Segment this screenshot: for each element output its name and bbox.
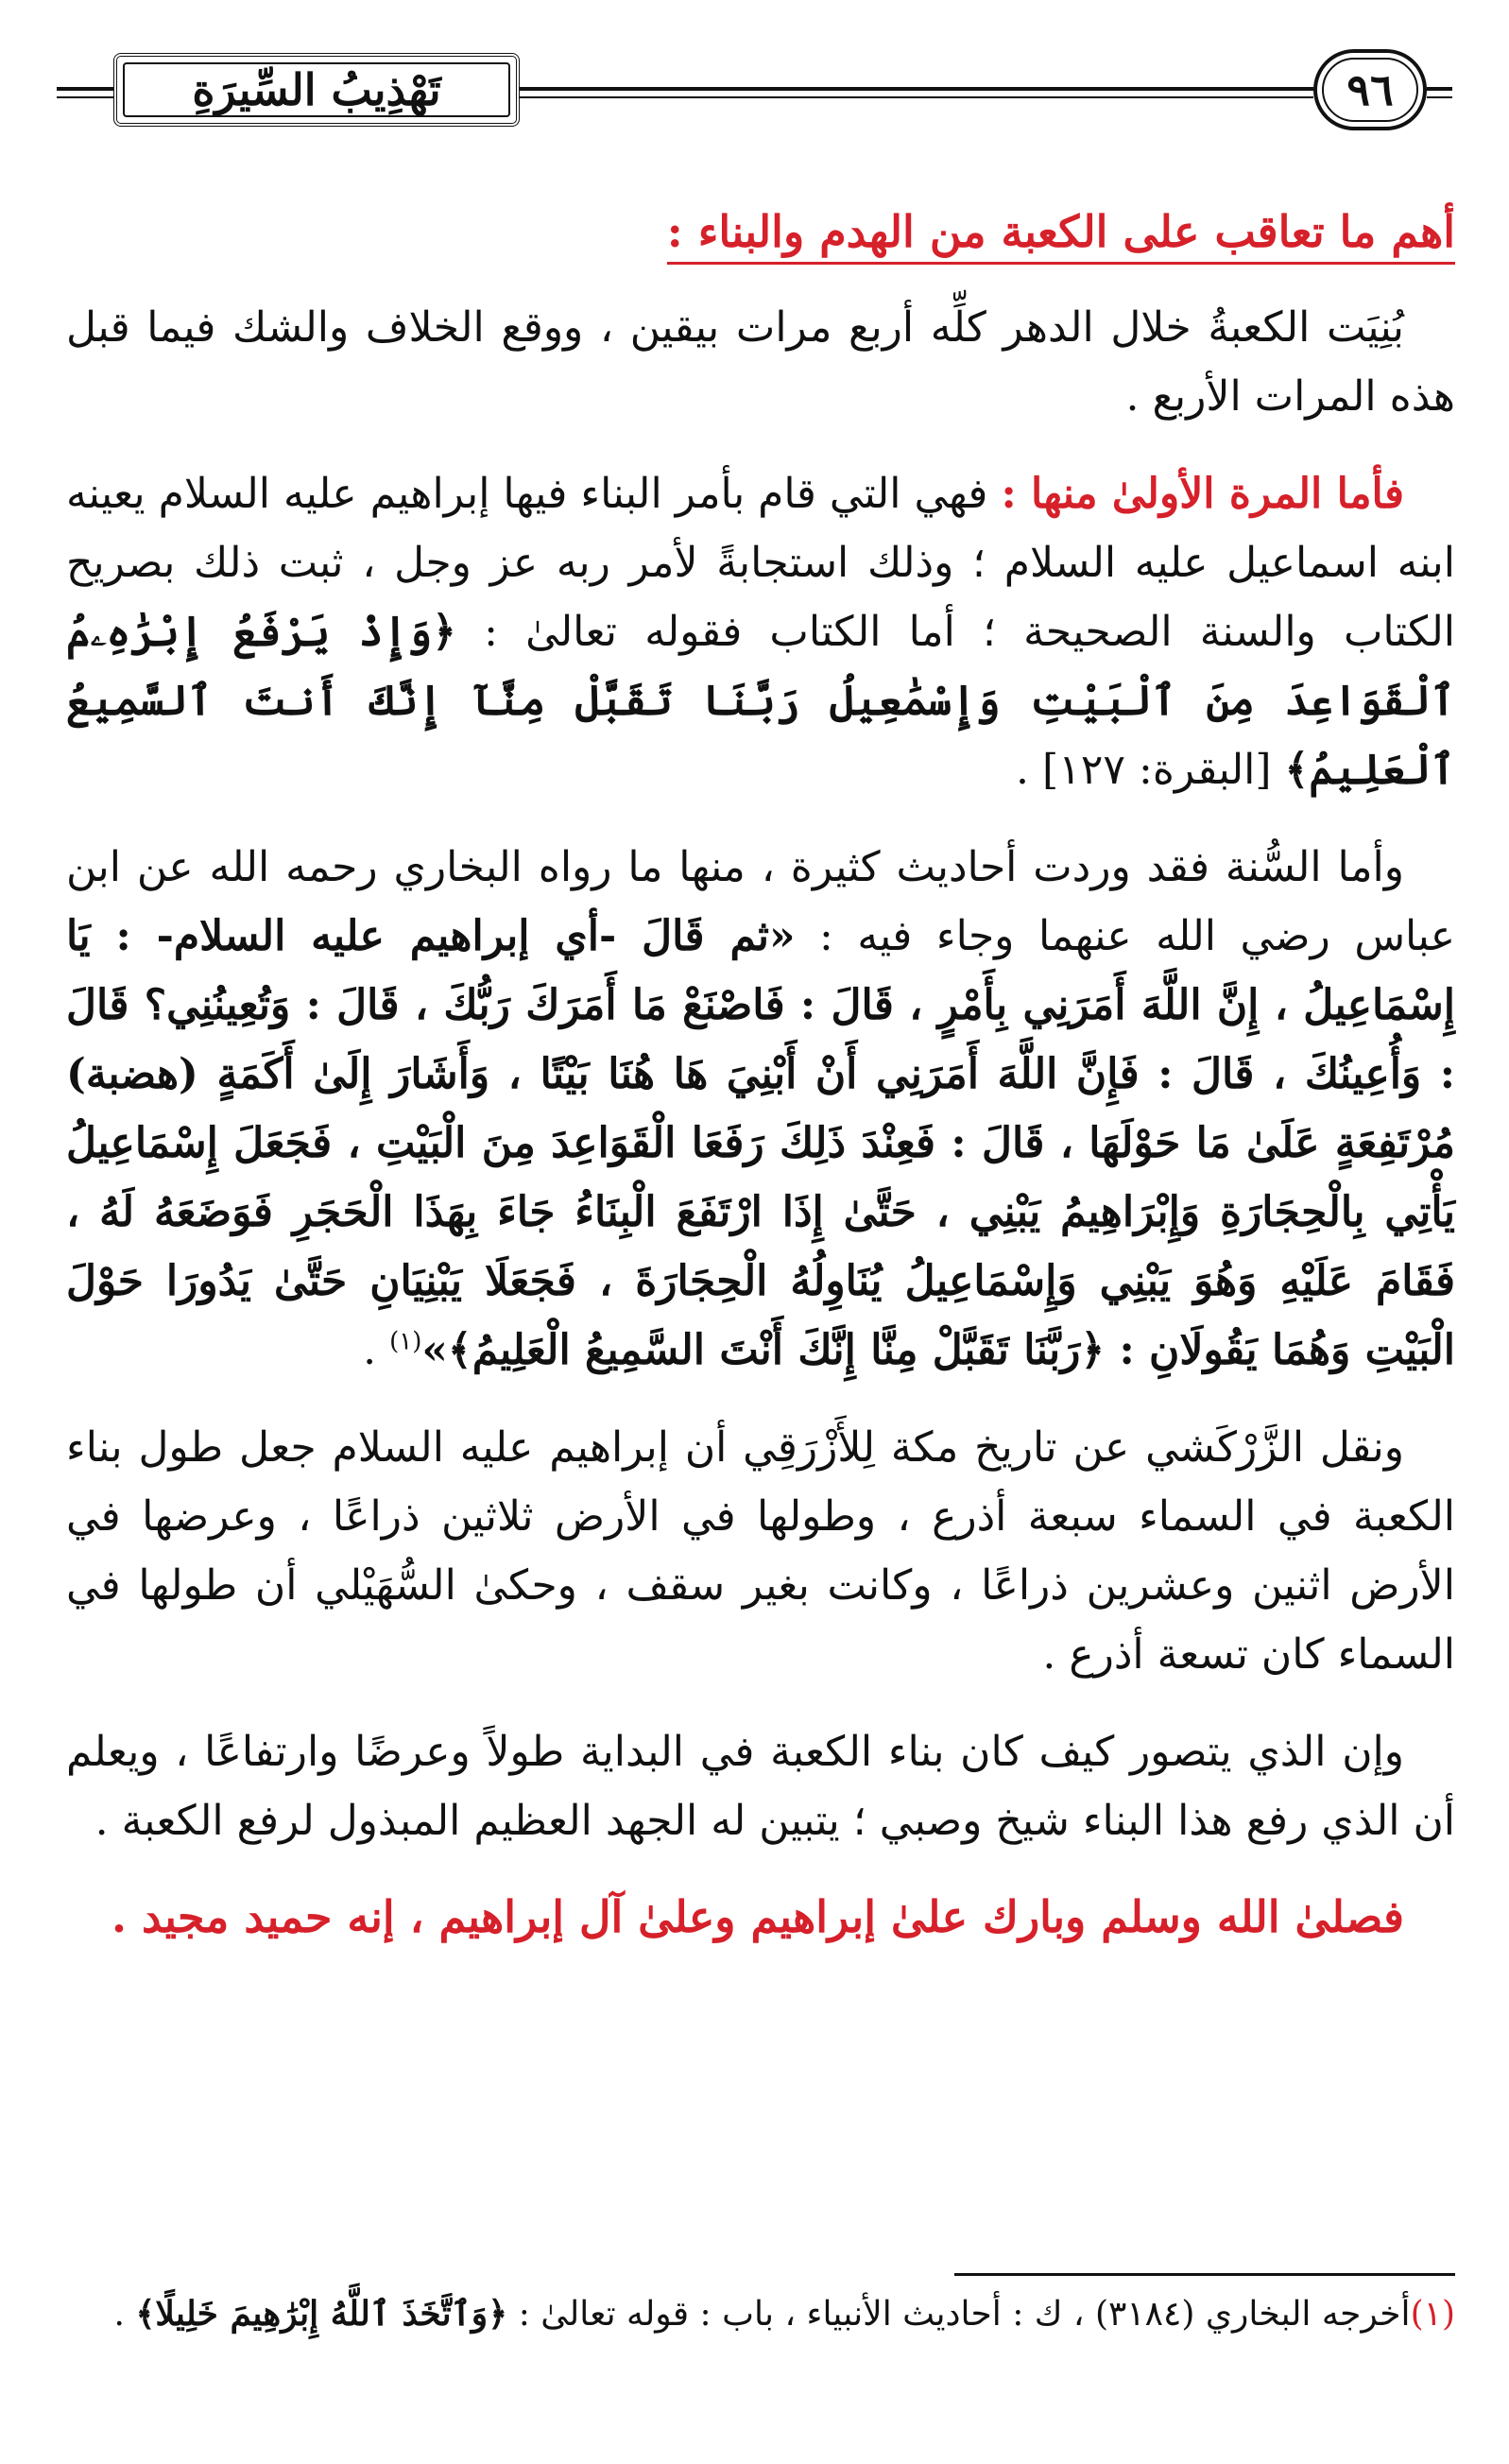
header-rule-right xyxy=(1427,87,1452,98)
header-rule-left xyxy=(57,87,113,98)
footnote-marker: (١) xyxy=(1410,2295,1455,2334)
paragraph-sunnah xyxy=(66,833,1455,1385)
footnote-text: أخرجه البخاري (٣١٨٤) ، ك : أحاديث الأنبياء ، باب : قوله تعالىٰ : xyxy=(507,2295,1411,2334)
sunnah-lead: وأما السُّنة فقد وردت أحاديث كثيرة ، منها ما رواه البخاري رحمه الله عن ابن عباس رضي الله عنهما وجاء فيه : xyxy=(66,843,1455,960)
page-number: ٩٦ xyxy=(1346,64,1394,115)
footnote-end: . xyxy=(113,2295,136,2334)
page-content xyxy=(66,203,1455,1950)
paragraph-dimensions: ونقل الزَّرْكَشي عن تاريخ مكة لِلأَزْرَقِي أن إبراهيم عليه السلام جعل طول بناء الكعبة في السماء سبعة أذرع ، وطولها في الأرض ثلاثين ذراعًا ، وعرضها في الأرض اثنين وعشرين ذراعًا ، وكانت بغير سقف ، وحكىٰ السُّهَيْلي أن طولها في السماء كان تسعة أذرع . xyxy=(66,1423,1455,1679)
verse-reference: [البقرة: ١٢٧] . xyxy=(1016,746,1285,794)
closing-prayer: فصلىٰ الله وسلم وبارك علىٰ إبراهيم وعلىٰ آل إبراهيم ، إنه حميد مجيد . xyxy=(111,1891,1404,1942)
paragraph-intro: بُنِيَت الكعبةُ خلال الدهر كلِّه أربع مرات بيقين ، ووقع الخلاف والشك فيما قبل هذه المرات الأربع . xyxy=(66,303,1455,421)
paragraph-effort: وإن الذي يتصور كيف كان بناء الكعبة في البداية طولاً وعرضًا وارتفاعًا ، ويعلم أن الذي رفع هذا البناء شيخ وصبي ؛ يتبين له الجهد العظيم المبذول لرفع الكعبة . xyxy=(66,1728,1455,1845)
page-number-frame xyxy=(1313,49,1427,130)
book-title: تَهْذِيبُ السِّيرَةِ xyxy=(192,64,441,115)
sunnah-end: . xyxy=(363,1326,390,1374)
hadith-text: «ثم قَالَ -أي إبراهيم عليه السلام- : يَا إِسْمَاعِيلُ ، إِنَّ اللَّهَ أَمَرَنِي بِأَمْرٍ ، قَالَ : فَاصْنَعْ مَا أَمَرَكَ رَبُّكَ ، قَالَ : وَتُعِينُنِي؟ قَالَ : وَأُعِينُكَ ، قَالَ : فَإِنَّ اللَّهَ أَمَرَنِي أَنْ أَبْنِيَ هَا هُنَا بَيْتًا ، وَأَشَارَ إِلَىٰ أَكَمَةٍ (هضبة) مُرْتَفِعَةٍ عَلَىٰ مَا حَوْلَهَا ، قَالَ : فَعِنْدَ ذَلِكَ رَفَعَا الْقَوَاعِدَ مِنَ الْبَيْتِ ، فَجَعَلَ إِسْمَاعِيلُ يَأْتِي بِالْحِجَارَةِ وَإِبْرَاهِيمُ يَبْنِي ، حَتَّىٰ إِذَا ارْتَفَعَ الْبِنَاءُ جَاءَ بِهَذَا الْحَجَرِ فَوَضَعَهُ لَهُ ، فَقَامَ عَلَيْهِ وَهُوَ يَبْنِي وَإِسْمَاعِيلُ يُنَاوِلُهُ الْحِجَارَةَ ، فَجَعَلَا يَبْنِيَانِ حَتَّىٰ يَدُورَا حَوْلَ الْبَيْتِ وَهُمَا يَقُولَانِ : ﴿رَبَّنَا تَقَبَّلْ مِنَّا إِنَّكَ أَنْتَ السَّمِيعُ الْعَلِيمُ﴾» xyxy=(66,912,1455,1374)
first-build-lead: فأما المرة الأولىٰ منها : xyxy=(1001,470,1404,518)
page-header xyxy=(57,49,1452,134)
quran-verse: ﴿وَإِذْ يَرْفَعُ إِبْرَٰهِۦمُ ٱلْقَوَاعِدَ مِنَ ٱلْبَيْتِ وَإِسْمَٰعِيلُ رَبَّنَا تَقَبَّلْ مِنَّآ إِنَّكَ أَنتَ ٱلسَّمِيعُ ٱلْعَلِيمُ﴾ xyxy=(66,608,1455,794)
paragraph-first-build xyxy=(66,459,1455,804)
footnote-divider xyxy=(954,2273,1455,2276)
first-build-text: فهي التي قام بأمر البناء فيها إبراهيم عليه السلام يعينه ابنه اسماعيل عليه السلام ؛ وذلك استجابةً لأمر ربه عز وجل ، ثبت ذلك بصريح الكتاب والسنة الصحيحة ؛ أما الكتاب فقوله تعالىٰ : xyxy=(66,470,1456,656)
footnote xyxy=(66,2287,1455,2341)
footnote-quote: ﴿وَٱتَّخَذَ ٱللَّهُ إِبْرَٰهِيمَ خَلِيلًا﴾ xyxy=(135,2294,508,2334)
header-rule-middle xyxy=(520,87,1313,98)
book-title-frame xyxy=(113,53,520,127)
section-heading: أهم ما تعاقب على الكعبة من الهدم والبناء : xyxy=(667,203,1455,265)
footnote-ref[interactable]: (١) xyxy=(389,1327,422,1356)
